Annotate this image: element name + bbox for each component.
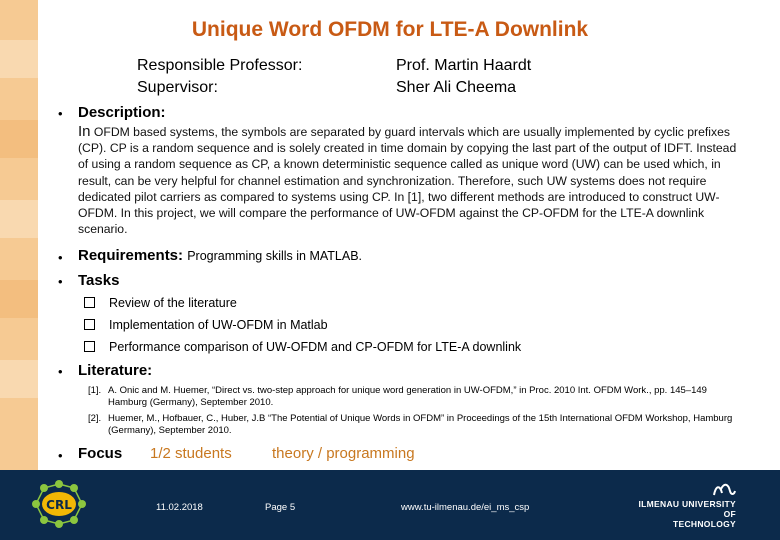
literature-number: [2]. <box>88 413 102 424</box>
description-heading: Description: <box>78 104 166 121</box>
bullet: • <box>58 448 63 463</box>
supervisor-label: Supervisor: <box>137 79 218 96</box>
description-lead: In <box>78 123 91 140</box>
focus-heading: Focus <box>78 445 123 462</box>
band-square <box>0 120 38 158</box>
task-label: Review of the literature <box>109 296 237 310</box>
literature-number: [1]. <box>88 385 102 396</box>
requirements-text: Programming skills in MATLAB. <box>187 249 363 263</box>
band-square <box>0 40 38 78</box>
bullet: • <box>58 106 63 121</box>
task-item <box>84 296 237 310</box>
crl-logo <box>30 479 88 534</box>
description-text <box>78 124 738 237</box>
task-item <box>84 340 521 354</box>
literature-text: Huemer, M., Hofbauer, C., Huber, J.B “The Potential of Unique Words in OFDM” in Proceedings of the 15th International OFDM Workshop, Hamburg (Germany), September 2010. <box>108 413 733 436</box>
footer-url[interactable]: www.tu-ilmenau.de/ei_ms_csp <box>401 502 530 513</box>
checkbox-icon <box>84 319 95 330</box>
crl-logo-text: CRL <box>46 498 72 512</box>
checkbox-icon <box>84 341 95 352</box>
responsible-value: Prof. Martin Haardt <box>396 57 532 74</box>
literature-heading: Literature: <box>78 362 153 379</box>
literature-item <box>88 385 743 409</box>
task-label: Performance comparison of UW-OFDM and CP-OFDM for LTE-A downlink <box>109 340 522 354</box>
university-logo <box>624 483 736 529</box>
requirements-heading: Requirements: <box>78 247 184 264</box>
task-item <box>84 318 328 332</box>
university-name-line1: ILMENAU UNIVERSITY OF <box>638 499 736 519</box>
description-body: OFDM based systems, the symbols are separated by guard intervals which are usually implemented by cyclic prefixes (CP). CP is a random sequence and is solely created in time domain by copying the last part of the output of IDFT. Instead of using a random sequence as CP, a known deterministic sequence called as unique word (UW) can be used which, in result, can be very helpful for channel estimation and synchronization. Therefore, such UW systems does not require dedicated pilot carriers as compared to systems using CP. In [1], two different methods are introduced to construct UW-OFDM. In this project, we will compare the performance of UW-OFDM against the CP-OFDM for the LTE-A downlink scenario. <box>78 125 737 237</box>
checkbox-icon <box>84 297 95 308</box>
requirements-row <box>78 247 362 264</box>
bullet: • <box>58 274 63 289</box>
side-decoration-band <box>0 0 38 470</box>
footer-date: 11.02.2018 <box>156 502 203 513</box>
bullet: • <box>58 250 63 265</box>
task-label: Implementation of UW-OFDM in Matlab <box>109 318 328 332</box>
focus-students: 1/2 students <box>150 445 232 462</box>
literature-text: A. Onic and M. Huemer, “Direct vs. two-step approach for unique word generation in UW-OFDM,” in Proc. 2010 Int. OFDM Work., pp. 145–149 Hamburg (Germany), September 2010. <box>108 385 707 408</box>
band-square <box>0 280 38 318</box>
university-emblem-icon <box>624 483 736 499</box>
literature-item <box>88 413 743 437</box>
university-name-line2: TECHNOLOGY <box>673 519 736 529</box>
band-square <box>0 360 38 398</box>
tasks-heading: Tasks <box>78 272 120 289</box>
supervisor-value: Sher Ali Cheema <box>396 79 517 96</box>
focus-area: theory / programming <box>272 445 415 462</box>
responsible-label: Responsible Professor: <box>137 57 303 74</box>
slide-title: Unique Word OFDM for LTE-A Downlink <box>191 18 589 41</box>
bullet: • <box>58 364 63 379</box>
footer-page: Page 5 <box>265 502 296 513</box>
band-square <box>0 200 38 238</box>
